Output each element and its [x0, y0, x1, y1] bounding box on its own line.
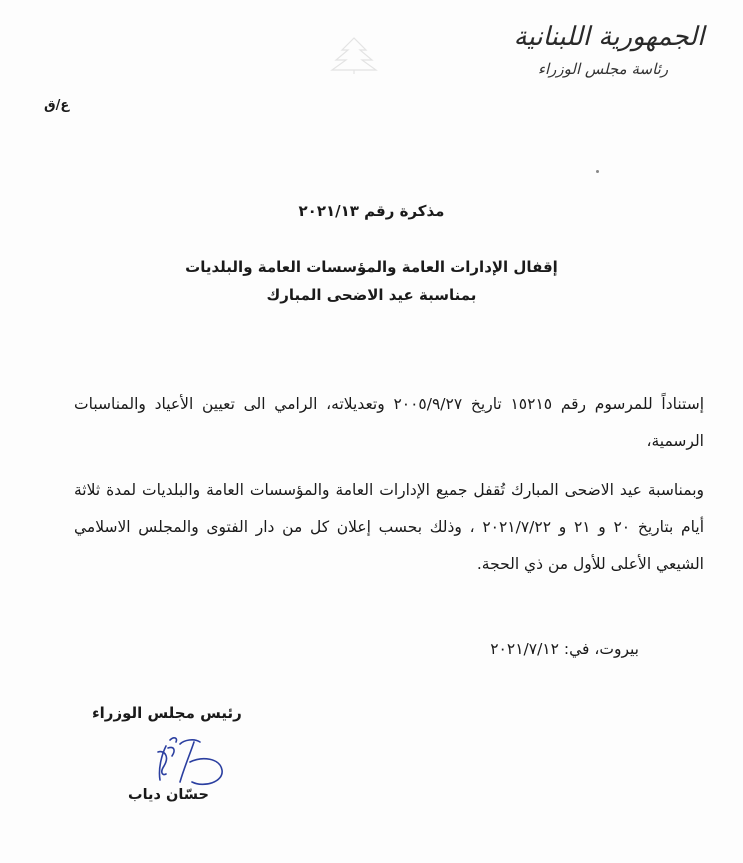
cedar-emblem-icon — [322, 34, 386, 74]
memo-title-line2: بمناسبة عيد الاضحى المبارك — [266, 286, 477, 304]
memo-number: مذكرة رقم ٢٠٢١/١٣ — [298, 202, 445, 220]
letterhead-title: الجمهورية اللبنانية — [513, 22, 705, 52]
date-line: بيروت، في: ٢٠٢١/٧/١٢ — [490, 640, 639, 658]
reference-code: ع/ق — [44, 98, 70, 113]
memo-title-line1: إقفال الإدارات العامة والمؤسسات العامة والبلديات — [185, 258, 558, 276]
letterhead-subtitle: رئاسة مجلس الوزراء — [537, 60, 669, 78]
scan-speck — [596, 170, 599, 173]
body-paragraph-1: إستناداً للمرسوم رقم ١٥٢١٥ تاريخ ٢٠٠٥/٩/٢٧ وتعديلاته، الرامي الى تعيين الأعياد والمناسبات الرسمية، — [74, 395, 705, 450]
signatory-title: رئيس مجلس الوزراء — [92, 704, 242, 722]
signatory-name: حسّان دياب — [128, 787, 209, 803]
body-paragraph-2: وبمناسبة عيد الاضحى المبارك تُقفل جميع الإدارات العامة والمؤسسات العامة والبلديات لمدة ثلاثة أيام بتاريخ ٢٠ و ٢١ و ٢٠٢١/٧/٢٢ ، وذلك بحسب إعلان كل من دار الفتوى والمجلس الاسلامي الشيعي الأعلى للأول من ذي الحجة. — [74, 481, 704, 573]
